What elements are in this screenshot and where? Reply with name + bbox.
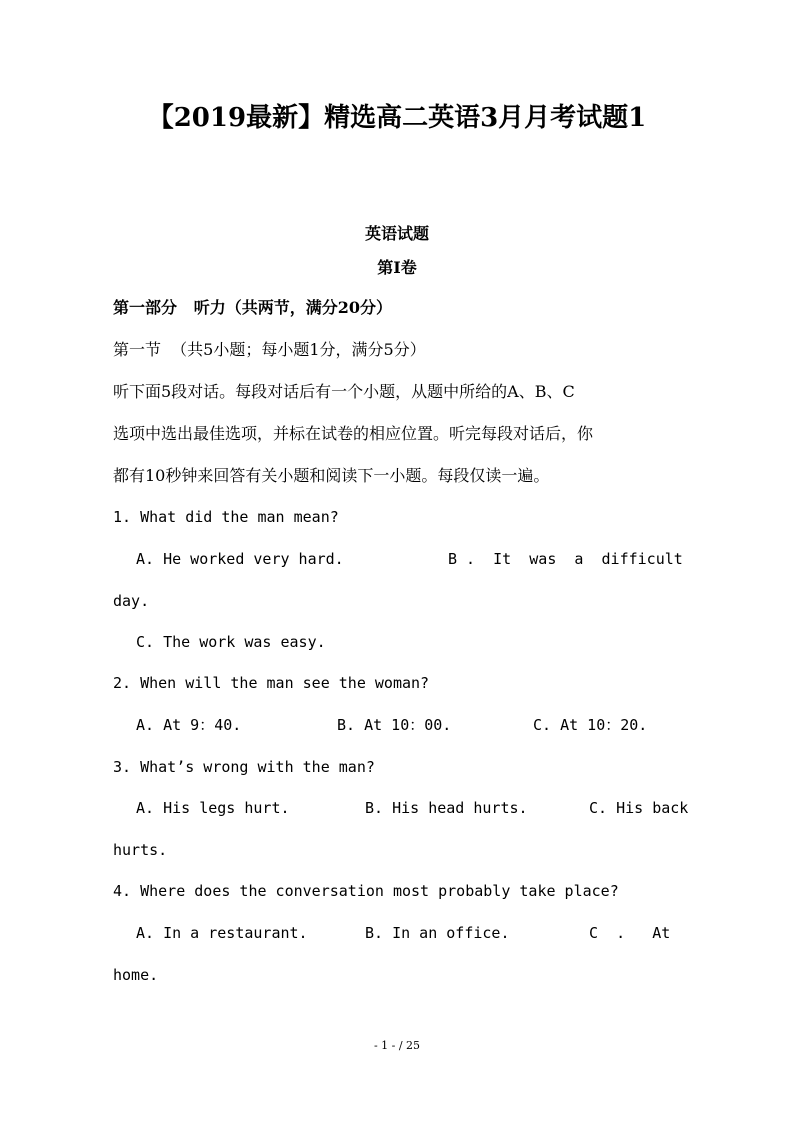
question-4-option-b: B. In an office.	[365, 924, 510, 942]
question-1-option-b: B . It was a difficult	[448, 550, 683, 568]
instructions-line-3: 都有10秒钟来回答有关小题和阅读下一小题。每段仅读一遍。	[113, 466, 550, 485]
question-4-option-c-continued: home.	[113, 966, 159, 984]
exam-subtitle: 英语试题	[364, 224, 429, 243]
question-stem-3: 3. What’s wrong with the man?	[113, 758, 375, 776]
question-stem-4: 4. Where does the conversation most probably take place?	[113, 882, 619, 900]
question-1-option-c: C. The work was easy.	[136, 633, 326, 651]
section-heading: 第一节 （共5小题；每小题1分，满分5分）	[113, 340, 426, 359]
question-1-option-b-continued: day.	[113, 592, 150, 610]
question-stem-1: 1. What did the man mean?	[113, 508, 339, 526]
question-stem-2: 2. When will the man see the woman?	[113, 674, 430, 692]
question-4-option-c: C . At	[589, 924, 671, 942]
question-2-option-b: B. At 10：00.	[337, 716, 452, 734]
question-2-option-c: C. At 10：20.	[533, 716, 648, 734]
question-3-option-c-continued: hurts.	[113, 841, 168, 859]
question-2-option-a: A. At 9：40.	[136, 716, 242, 734]
page-number: - 1 - / 25	[373, 1039, 421, 1052]
question-3-option-b: B. His head hurts.	[365, 799, 528, 817]
volume-heading: 第Ⅰ卷	[377, 258, 417, 277]
question-3-option-a: A. His legs hurt.	[136, 799, 290, 817]
instructions-line-1: 听下面5段对话。每段对话后有一个小题，从题中所给的A、B、C	[113, 382, 575, 401]
question-1-option-a: A. He worked very hard.	[136, 550, 344, 568]
part-heading: 第一部分 听力（共两节，满分20分）	[113, 298, 392, 317]
document-title: 【2019最新】精选高二英语3月月考试题1	[147, 103, 647, 133]
instructions-line-2: 选项中选出最佳选项，并标在试卷的相应位置。听完每段对话后，你	[113, 424, 594, 443]
question-3-option-c: C. His back	[589, 799, 689, 817]
question-4-option-a: A. In a restaurant.	[136, 924, 308, 942]
